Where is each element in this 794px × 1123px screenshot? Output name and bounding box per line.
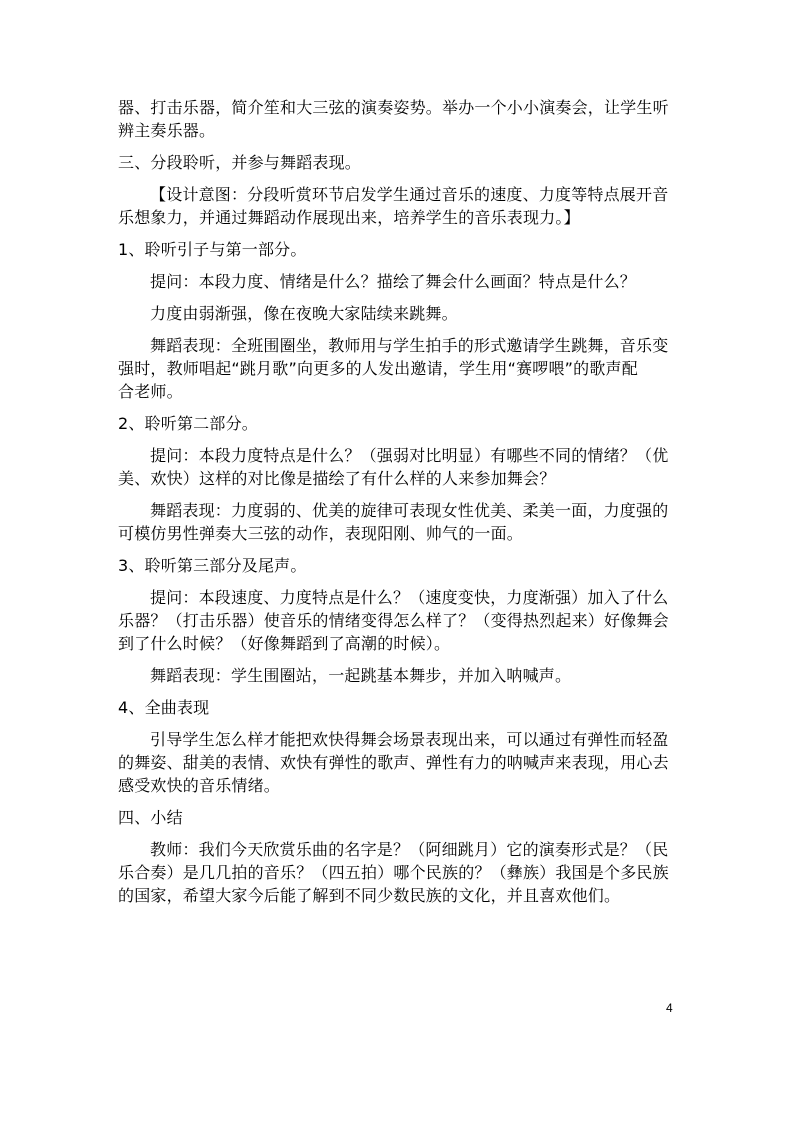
paragraph (118, 728, 678, 797)
text-line: 2、聆听第二部分。 (118, 414, 258, 433)
text-line: 乐合奏）是几几拍的音乐？（四五拍）哪个民族的？（彝族）我国是个多民族 (118, 863, 669, 882)
text-line: 舞蹈表现：全班围圈坐，教师用与学生拍手的形式邀请学生跳舞，音乐变 (150, 336, 669, 355)
paragraph (118, 302, 678, 325)
text-line: 强时，教师唱起“跳月歌”向更多的人发出邀请，学生用“赛啰喂”的歌声配 (118, 359, 638, 378)
text-line: 器、打击乐器，简介笙和大三弦的演奏姿势。举办一个小小演奏会，让学生听 (118, 98, 669, 117)
subsection-heading (118, 412, 678, 435)
text-line: 的舞姿、甜美的表情、欢快有弹性的歌声、弹性有力的呐喊声来表现，用心去 (118, 753, 669, 772)
document-body (118, 96, 678, 916)
paragraph (118, 270, 678, 293)
text-line: 提问：本段速度、力度特点是什么？（速度变快，力度渐强）加入了什么 (150, 588, 669, 607)
paragraph (118, 334, 678, 403)
text-line: 辨主奏乐器。 (118, 121, 216, 140)
text-line: 四、小结 (118, 808, 183, 827)
page-number: 4 (666, 1001, 673, 1015)
text-line: 的国家，希望大家今后能了解到不同少数民族的文化，并且喜欢他们。 (118, 886, 621, 905)
text-line: 【设计意图：分段听赏环节启发学生通过音乐的速度、力度等特点展开音 (150, 185, 669, 204)
section-heading (118, 151, 678, 174)
text-line: 教师：我们今天欣赏乐曲的名字是？（阿细跳月）它的演奏形式是？（民 (150, 840, 669, 859)
text-line: 美、欢快）这样的对比像是描绘了有什么样的人来参加舞会？ (118, 469, 556, 488)
text-line: 舞蹈表现：学生围圈站，一起跳基本舞步，并加入呐喊声。 (150, 666, 572, 685)
text-line: 力度由弱渐强，像在夜晚大家陆续来跳舞。 (150, 304, 458, 323)
section-heading (118, 806, 678, 829)
text-line: 3、聆听第三部分及尾声。 (118, 556, 307, 575)
text-line: 4、全曲表现 (118, 698, 210, 717)
text-line: 到了什么时候？（好像舞蹈到了高潮的时候）。 (118, 634, 451, 653)
text-line: 乐器？（打击乐器）使音乐的情绪变得怎么样了？（变得热烈起来）好像舞会 (118, 611, 669, 630)
text-line: 可模仿男性弹奏大三弦的动作，表现阳刚、帅气的一面。 (118, 524, 524, 543)
paragraph (118, 96, 678, 142)
text-line: 感受欢快的音乐情绪。 (118, 776, 281, 795)
text-line: 提问：本段力度特点是什么？（强弱对比明显）有哪些不同的情绪？（优 (150, 446, 669, 465)
subsection-heading (118, 554, 678, 577)
paragraph (118, 586, 678, 655)
paragraph (118, 838, 678, 907)
paragraph (118, 664, 678, 687)
text-line: 合老师。 (118, 382, 183, 401)
paragraph (118, 183, 678, 229)
text-line: 引导学生怎么样才能把欢快得舞会场景表现出来，可以通过有弹性而轻盈 (150, 730, 669, 749)
text-line: 舞蹈表现：力度弱的、优美的旋律可表现女性优美、柔美一面，力度强的 (150, 501, 669, 520)
subsection-heading (118, 238, 678, 261)
text-line: 提问：本段力度、情绪是什么？描绘了舞会什么画面？特点是什么？ (150, 272, 637, 291)
paragraph (118, 444, 678, 490)
paragraph (118, 499, 678, 545)
text-line: 1、聆听引子与第一部分。 (118, 240, 307, 259)
text-line: 三、分段聆听，并参与舞蹈表现。 (118, 153, 362, 172)
subsection-heading (118, 696, 678, 719)
text-line: 乐想象力，并通过舞蹈动作展现出来，培养学生的音乐表现力。】 (118, 208, 580, 227)
